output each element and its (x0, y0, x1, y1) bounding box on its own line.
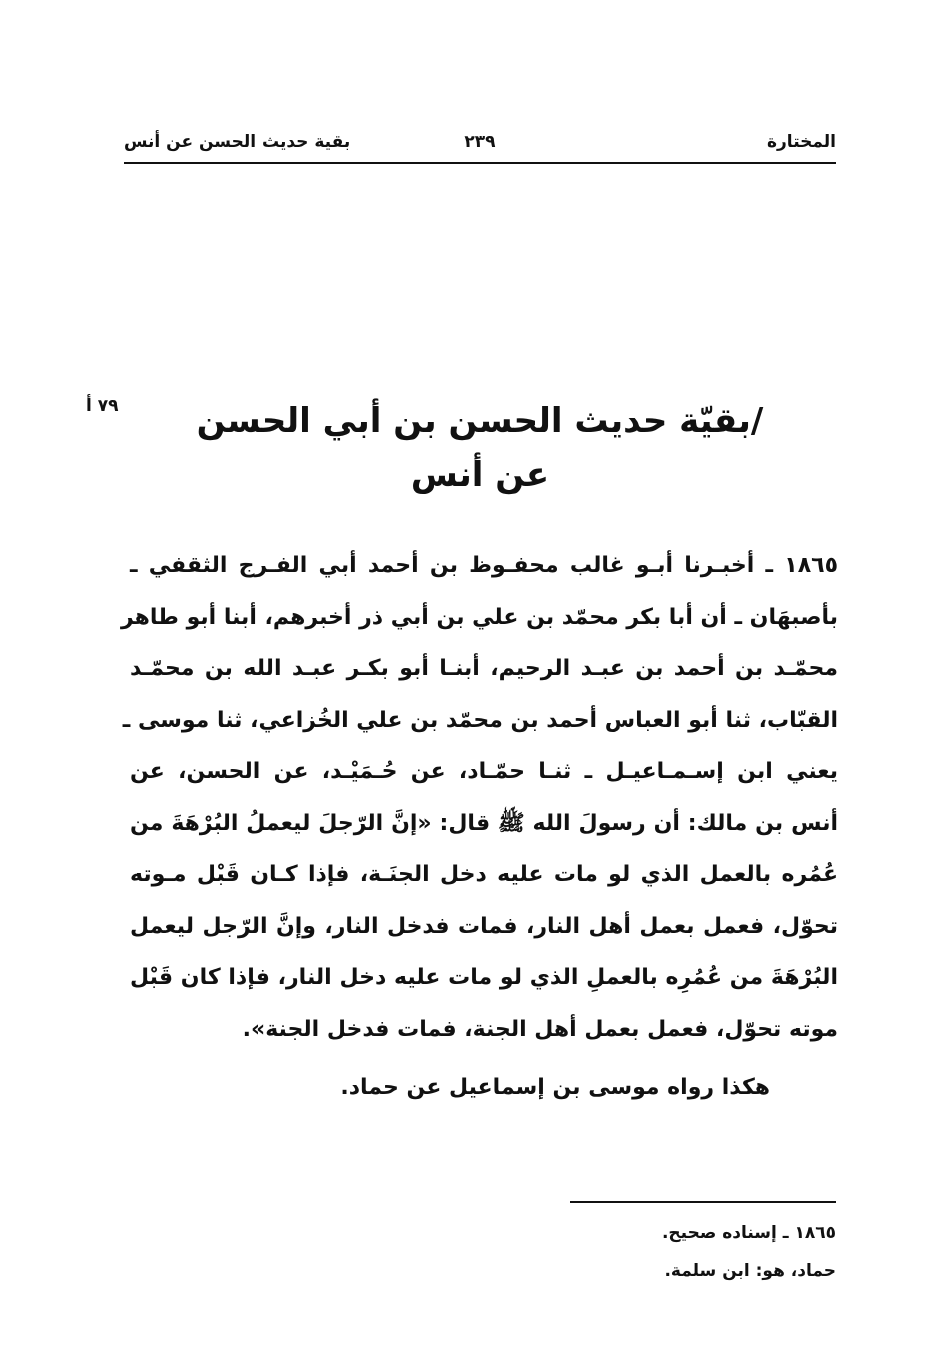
closing-remark: هكذا رواه موسى بن إسماعيل عن حماد. (340, 1075, 770, 1100)
footnote-line: ١٨٦٥ ـ إسناده صحيح. (661, 1223, 836, 1243)
hadith-line: محمّـد بن أحمد بن عبـد الرحيم، أبنـا أبو بكـر عبـد الله بن محمّـد (130, 656, 838, 681)
hadith-line: بأصبهَان ـ أن أبا بكر محمّد بن علي بن أبي ذر أخبرهم، أبنا أبو طاهر (120, 604, 838, 630)
footnotes (440, 1214, 836, 1290)
hadith-line: أنس بن مالك: أن رسولَ الله ﷺ قال: «إنَّ الرّجلَ ليعملُ البُرْهَةَ من (130, 810, 838, 836)
hadith-line: القبّاب، ثنا أبو العباس أحمد بن محمّد بن علي الخُزاعي، ثنا موسى ـ (122, 707, 838, 733)
hadith-line: موته تحوّل، فعمل بعمل أهل الجنة، فمات فدخل الجنة». (242, 1016, 838, 1042)
running-header (124, 128, 836, 162)
header-section-title: بقية حديث الحسن عن أنس (124, 132, 351, 152)
section-title-line-1: /بقيّة حديث الحسن بن أبي الحسن (196, 401, 764, 441)
header-rule (124, 162, 836, 164)
hadith-line: تحوّل، فعمل بعمل أهل النار، فمات فدخل النار، وإنَّ الرّجل ليعمل (130, 913, 838, 939)
section-title (160, 394, 800, 502)
hadith-line: يعني ابن إسـمـاعيـل ـ ثنـا حمّـاد، عن حُـمَيْـد، عن الحسن، عن (130, 759, 838, 784)
footnote-line: حماد، هو: ابن سلمة. (664, 1261, 836, 1281)
section-title-line-2: عن أنس (410, 455, 550, 495)
hadith-line: البُرْهَةَ من عُمُرِه بالعملِ الذي لو مات عليه دخل النار، فإذا كان قَبْل (130, 965, 838, 990)
hadith-line: عُمُره بالعمل الذي لو مات عليه دخل الجنَـة، فإذا كـان قَبْل مـوته (130, 862, 838, 887)
page-number: ٢٣٩ (464, 132, 496, 152)
hadith-text (120, 540, 838, 1055)
footnote-rule (570, 1201, 836, 1203)
manuscript-folio-marker: ٧٩ أ (86, 396, 119, 416)
hadith-line: ١٨٦٥ ـ أخبـرنا أبـو غالب محفـوظ بن أحمد أبي الفـرج الثقفي ـ (130, 553, 838, 578)
header-book-title: المختارة (766, 132, 836, 152)
